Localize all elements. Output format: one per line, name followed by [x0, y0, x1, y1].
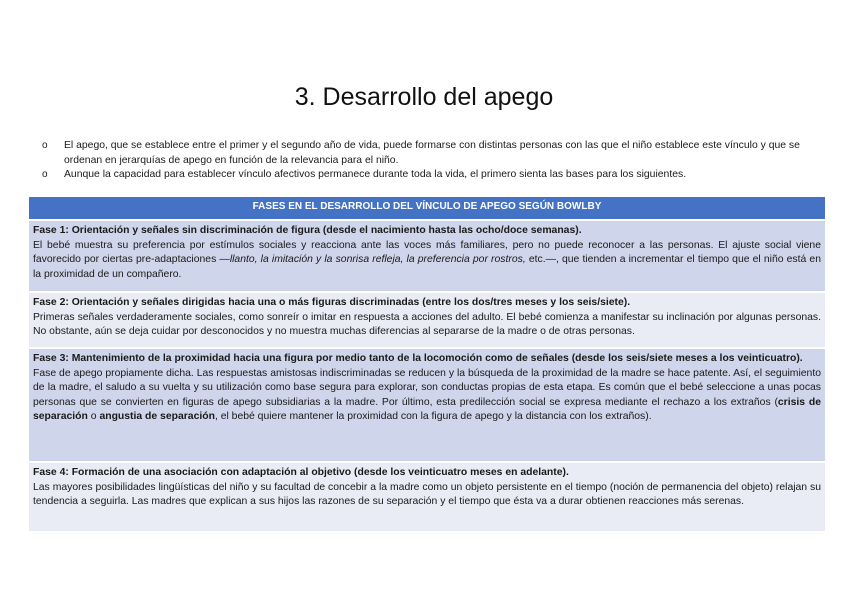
- phase-row-4: [29, 463, 825, 533]
- phase-row-1: [29, 221, 825, 293]
- bullet-text: Aunque la capacidad para establecer vínculo afectivos permanece durante toda la vida, el primero sienta las bases para los siguientes.: [64, 169, 687, 181]
- phase-row-3: [29, 349, 825, 463]
- phase-description: Primeras señales verdaderamente sociales, como sonreír o imitar en respuesta a acciones del adulto. El bebé comienza a manifestar su inclinación por algunas personas. No obstante, aún se deja cuidar por desconocidos y no muestra muchas diferencias al separarse de la madre o de otras personas.: [33, 311, 821, 338]
- bullet-item: [36, 139, 826, 168]
- phase-description: Fase de apego propiamente dicha. Las respuestas amistosas indiscriminadas se reducen y la búsqueda de la proximidad de la madre se hace patente. Así, el seguimiento de la madre, el saludo a su vuelta y su utilización como base segura para explorar, son conductas propias de esta etapa. Es común que el bebé seleccione a unas pocas personas que se convierten en figuras de apego subsidiarias a la madre. Por último, esta predilección social se expresa mediante el rechazo a los extraños (crisis de separación o angustia de separación, el bebé quiere mantener la proximidad con la figura de apego y la distancia con los extraños).: [33, 367, 821, 423]
- table-header: FASES EN EL DESARROLLO DEL VÍNCULO DE APEGO SEGÚN BOWLBY: [29, 197, 825, 221]
- phase-title: Fase 3: Mantenimiento de la proximidad hacia una figura por medio tanto de la locomoción como de señales (desde los seis/siete meses a los veinticuatro).: [33, 353, 803, 364]
- hollow-bullet-icon: o: [42, 140, 48, 151]
- bullet-text: El apego, que se establece entre el primer y el segundo año de vida, puede formarse con distintas personas con las que el niño establece este vínculo y que se ordenan en jerarquías de apego en función de la relevancia para el niño.: [64, 140, 800, 166]
- bowlby-phases-table: [29, 197, 825, 533]
- phase-description: Las mayores posibilidades lingüísticas del niño y su facultad de concebir a la madre como un objeto persistente en el tiempo (noción de permanencia del objeto) relajan su tendencia a seguirla. Las madres que explican a sus hijos las razones de su separación y el tiempo que ésta va a durar obtienen reacciones más serenas.: [33, 481, 821, 508]
- intro-bullet-list: [36, 139, 826, 183]
- phase-title: Fase 1: Orientación y señales sin discriminación de figura (desde el nacimiento hasta las ocho/doce semanas).: [33, 225, 582, 236]
- phase-description: El bebé muestra su preferencia por estímulos sociales y reacciona ante las voces más familiares, pero no puede reconocer a las personas. El ajuste social viene favorecido por ciertas pre-adaptaciones —llanto, la imitación y la sonrisa refleja, la preferencia por rostros, etc.—, que tienden a incrementar el tiempo que el niño está en la proximidad de un compañero.: [33, 239, 821, 280]
- hollow-bullet-icon: o: [42, 169, 48, 181]
- bullet-item: [36, 168, 826, 183]
- phase-row-2: [29, 293, 825, 349]
- phase-title: Fase 4: Formación de una asociación con adaptación al objetivo (desde los veinticuatro meses en adelante).: [33, 467, 569, 478]
- page-title: 3. Desarrollo del apego: [294, 83, 554, 111]
- phase-title: Fase 2: Orientación y señales dirigidas hacia una o más figuras discriminadas (entre los dos/tres meses y los seis/siete).: [33, 297, 631, 308]
